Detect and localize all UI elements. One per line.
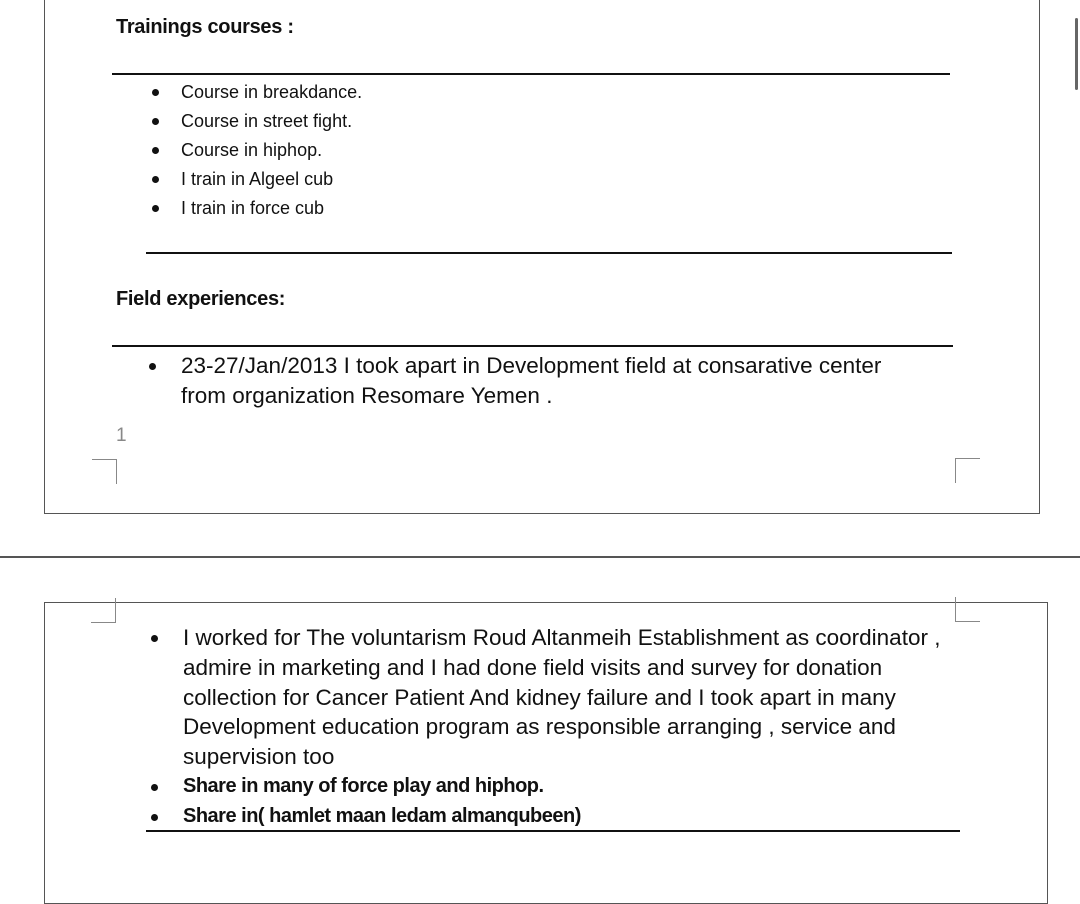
field-list [181,351,931,411]
margin-corner-mark [955,597,980,622]
divider [112,345,953,347]
divider [146,830,960,832]
page-separator [0,556,1080,558]
margin-corner-mark [91,598,116,623]
trainings-list [181,78,881,223]
divider [112,73,950,75]
list-item: I train in force cub [181,194,881,223]
list-item: I worked for The voluntarism Roud Altanmeih Establishment as coordinator , admire in marketing and I had done field visits and survey for donation collection for Cancer Patient And kidney failure and I took apart in many Development education program as responsible arranging , service and supervision too [183,623,953,772]
margin-corner-mark [92,459,117,484]
list-item: Course in hiphop. [181,136,881,165]
trainings-heading: Trainings courses : [116,16,294,38]
list-item: 23-27/Jan/2013 I took apart in Development field at consarative center from organization Resomare Yemen . [181,351,931,411]
list-item: Course in breakdance. [181,78,881,107]
volunteer-list [183,623,953,832]
list-item: Course in street fight. [181,107,881,136]
list-item: Share in( hamlet maan ledam almanqubeen) [183,802,953,832]
scrollbar[interactable] [1075,18,1078,90]
divider [146,252,952,254]
list-item: I train in Algeel cub [181,165,881,194]
margin-corner-mark [955,458,980,483]
list-item: Share in many of force play and hiphop. [183,772,953,802]
field-heading: Field experiences: [116,288,286,310]
page-number: 1 [116,425,127,446]
